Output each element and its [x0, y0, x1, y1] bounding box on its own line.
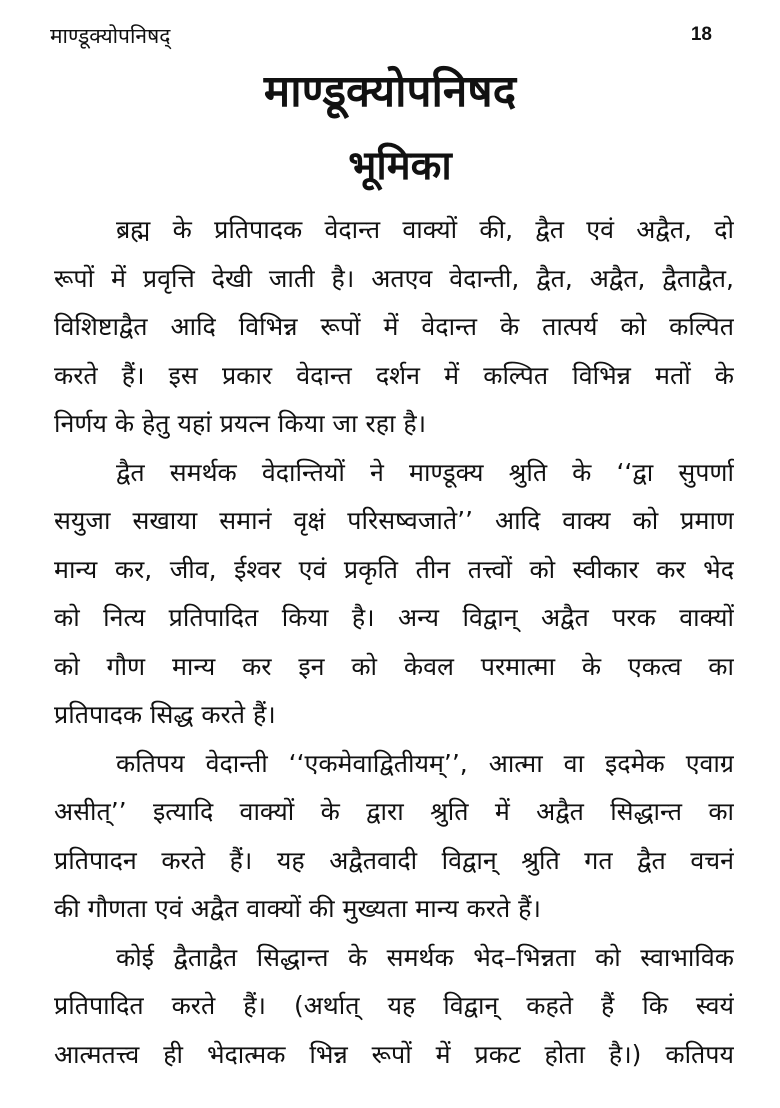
- text-line: को गौण मान्य कर इन को केवल परमात्मा के एकत्व का: [54, 651, 734, 681]
- text-line: द्वैत समर्थक वेदान्तियों ने माण्डूक्य श्रुति के ‘‘द्वा सुपर्णा: [116, 457, 734, 487]
- page-title: माण्डूक्योपनिषद: [263, 66, 517, 117]
- text-line: सयुजा सखाया समानं वृक्षं परिसष्वजाते’’ आदि वाक्य को प्रमाण: [54, 506, 734, 535]
- text-line: निर्णय के हेतु यहां प्रयत्न किया जा रहा है।: [54, 409, 427, 438]
- text-line: आत्मतत्त्व ही भेदात्मक भिन्न रूपों में प्रकट होता है।) कतिपय: [54, 1039, 734, 1069]
- text-line: कतिपय वेदान्ती ‘‘एकमेवाद्वितीयम्’’, आत्मा वा इदमेक एवाग्र: [116, 748, 734, 778]
- text-line: कोई द्वैताद्वैत सिद्धान्त के समर्थक भेद–भिन्नता को स्वाभाविक: [116, 942, 734, 972]
- text-line: असीत्’’ इत्यादि वाक्यों के द्वारा श्रुति में अद्वैत सिद्धान्त का: [54, 797, 734, 826]
- section-heading: भूमिका: [348, 143, 452, 189]
- page-number: 18: [690, 24, 712, 45]
- text-line: ब्रह्म के प्रतिपादक वेदान्त वाक्यों की, द्वैत एवं अद्वैत, दो: [116, 215, 734, 244]
- body-text: [54, 206, 734, 1079]
- running-header: माण्डूक्योपनिषद्: [50, 24, 171, 48]
- text-line: को नित्य प्रतिपादित किया है। अन्य विद्वान् अद्वैत परक वाक्यों: [54, 603, 734, 632]
- text-line: रूपों में प्रवृत्ति देखी जाती है। अतएव वेदान्ती, द्वैत, अद्वैत, द्वैताद्वैत,: [54, 263, 734, 293]
- text-line: विशिष्टाद्वैत आदि विभिन्न रूपों में वेदान्त के तात्पर्य को कल्पित: [54, 312, 734, 341]
- text-line: की गौणता एवं अद्वैत वाक्यों की मुख्यता मान्य करते हैं।: [54, 894, 541, 923]
- text-line: करते हैं। इस प्रकार वेदान्त दर्शन में कल्पित विभिन्न मतों के: [54, 360, 734, 390]
- text-line: प्रतिपादित करते हैं। (अर्थात् यह विद्वान् कहते हैं कि स्वयं: [54, 991, 734, 1020]
- text-line: प्रतिपादक सिद्ध करते हैं।: [54, 700, 276, 729]
- text-line: मान्य कर, जीव, ईश्वर एवं प्रकृति तीन तत्त्वों को स्वीकार कर भेद: [54, 554, 734, 584]
- text-line: प्रतिपादन करते हैं। यह अद्वैतवादी विद्वान् श्रुति गत द्वैत वचनं: [54, 845, 734, 875]
